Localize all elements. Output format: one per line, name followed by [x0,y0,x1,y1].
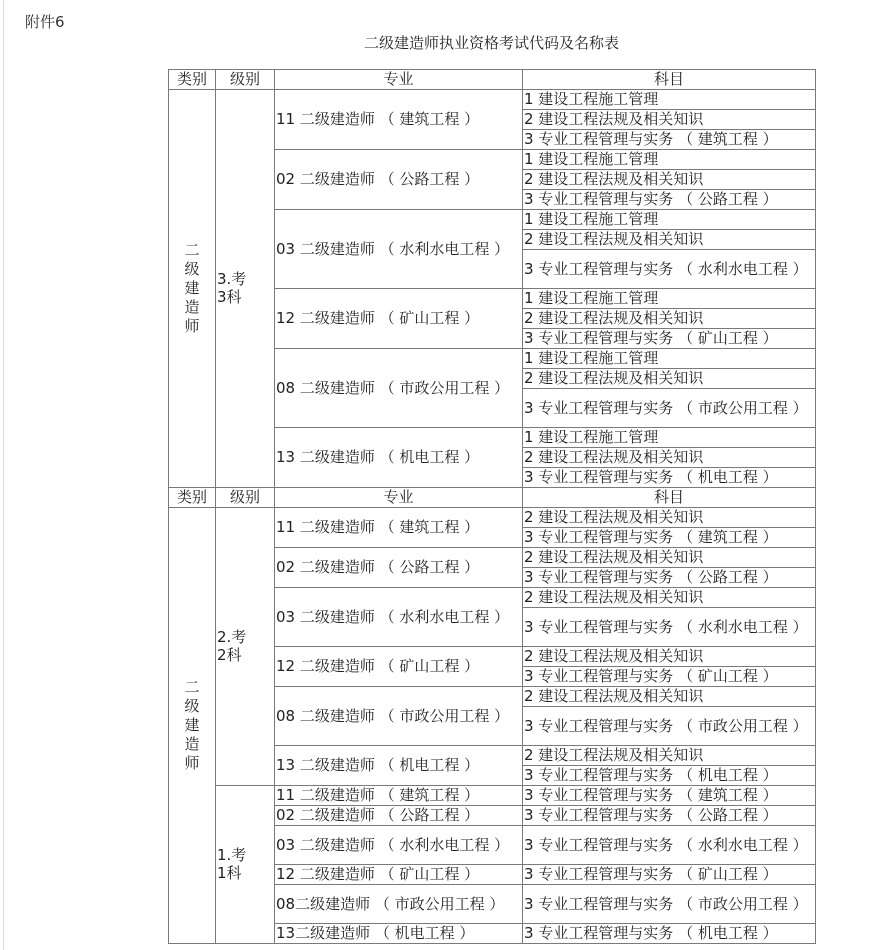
level-cell [216,786,275,944]
subject-cell: 3 专业工程管理与实务 （ 市政公用工程 ） [523,389,816,428]
table-header-row [169,488,816,508]
category-name: 二级建造师 [184,678,200,772]
table-row [169,90,816,110]
subject-cell: 2 建设工程法规及相关知识 [523,309,816,329]
subject-cell: 2 建设工程法规及相关知识 [523,448,816,468]
header-category: 类别 [169,488,216,508]
subject-cell: 1 建设工程施工管理 [523,428,816,448]
subject-cell: 2 建设工程法规及相关知识 [523,369,816,389]
attachment-label: 附件6 [25,13,65,31]
subject-cell: 3 专业工程管理与实务 （ 建筑工程 ） [523,130,816,150]
major-cell: 12 二级建造师 （ 矿山工程 ） [275,647,523,687]
subject-cell: 2 建设工程法规及相关知识 [523,746,816,766]
header-level: 级别 [216,70,275,90]
major-cell: 03 二级建造师 （ 水利水电工程 ） [275,588,523,647]
exam-code-table [168,69,816,944]
subject-cell: 2 建设工程法规及相关知识 [523,647,816,667]
subject-cell: 2 建设工程法规及相关知识 [523,687,816,707]
major-cell: 11 二级建造师 （ 建筑工程 ） [275,90,523,150]
level-name: 2.考2科 [217,628,247,664]
major-cell: 13 二级建造师 （ 机电工程 ） [275,428,523,488]
major-cell: 11 二级建造师 （ 建筑工程 ） [275,786,523,806]
major-cell: 02 二级建造师 （ 公路工程 ） [275,150,523,210]
major-cell: 03 二级建造师 （ 水利水电工程 ） [275,826,523,865]
subject-cell: 3 专业工程管理与实务 （ 机电工程 ） [523,924,816,944]
subject-cell: 1 建设工程施工管理 [523,150,816,170]
subject-cell: 2 建设工程法规及相关知识 [523,588,816,608]
subject-cell: 3 专业工程管理与实务 （ 矿山工程 ） [523,865,816,885]
major-cell: 13二级建造师 （ 机电工程 ） [275,924,523,944]
subject-cell: 3 专业工程管理与实务 （ 机电工程 ） [523,766,816,786]
header-level: 级别 [216,488,275,508]
subject-cell: 1 建设工程施工管理 [523,349,816,369]
major-cell: 02 二级建造师 （ 公路工程 ） [275,548,523,588]
category-cell [169,90,216,488]
major-cell: 12 二级建造师 （ 矿山工程 ） [275,289,523,349]
major-cell: 13 二级建造师 （ 机电工程 ） [275,746,523,786]
subject-cell: 3 专业工程管理与实务 （ 市政公用工程 ） [523,707,816,746]
header-major: 专业 [275,488,523,508]
table-row [169,786,816,806]
category-name: 二级建造师 [184,241,200,335]
subject-cell: 1 建设工程施工管理 [523,210,816,230]
subject-cell: 2 建设工程法规及相关知识 [523,548,816,568]
subject-cell: 3 专业工程管理与实务 （ 水利水电工程 ） [523,608,816,647]
subject-cell: 3 专业工程管理与实务 （ 建筑工程 ） [523,786,816,806]
subject-cell: 3 专业工程管理与实务 （ 市政公用工程 ） [523,885,816,924]
major-cell: 08二级建造师 （ 市政公用工程 ） [275,885,523,924]
table-row [169,508,816,528]
subject-cell: 3 专业工程管理与实务 （ 建筑工程 ） [523,528,816,548]
major-cell: 03 二级建造师 （ 水利水电工程 ） [275,210,523,289]
subject-cell: 3 专业工程管理与实务 （ 机电工程 ） [523,468,816,488]
subject-cell: 3 专业工程管理与实务 （ 公路工程 ） [523,806,816,826]
major-cell: 12 二级建造师 （ 矿山工程 ） [275,865,523,885]
header-subject: 科目 [523,70,816,90]
header-major: 专业 [275,70,523,90]
subject-cell: 2 建设工程法规及相关知识 [523,508,816,528]
subject-cell: 3 专业工程管理与实务 （ 矿山工程 ） [523,667,816,687]
subject-cell: 3 专业工程管理与实务 （ 公路工程 ） [523,568,816,588]
subject-cell: 2 建设工程法规及相关知识 [523,170,816,190]
subject-cell: 3 专业工程管理与实务 （ 水利水电工程 ） [523,826,816,865]
header-subject: 科目 [523,488,816,508]
level-name: 3.考3科 [217,270,247,306]
subject-cell: 1 建设工程施工管理 [523,289,816,309]
major-cell: 08 二级建造师 （ 市政公用工程 ） [275,687,523,746]
major-cell: 08 二级建造师 （ 市政公用工程 ） [275,349,523,428]
level-cell [216,90,275,488]
subject-cell: 1 建设工程施工管理 [523,90,816,110]
level-name: 1.考1科 [217,846,247,882]
subject-cell: 3 专业工程管理与实务 （ 矿山工程 ） [523,329,816,349]
major-cell: 11 二级建造师 （ 建筑工程 ） [275,508,523,548]
subject-cell: 3 专业工程管理与实务 （ 水利水电工程 ） [523,250,816,289]
category-cell [169,508,216,944]
major-cell: 02 二级建造师 （ 公路工程 ） [275,806,523,826]
level-cell [216,508,275,786]
header-category: 类别 [169,70,216,90]
table-header-row [169,70,816,90]
page-title: 二级建造师执业资格考试代码及名称表 [363,34,619,52]
subject-cell: 3 专业工程管理与实务 （ 公路工程 ） [523,190,816,210]
page-left-border [3,0,4,950]
subject-cell: 2 建设工程法规及相关知识 [523,110,816,130]
subject-cell: 2 建设工程法规及相关知识 [523,230,816,250]
